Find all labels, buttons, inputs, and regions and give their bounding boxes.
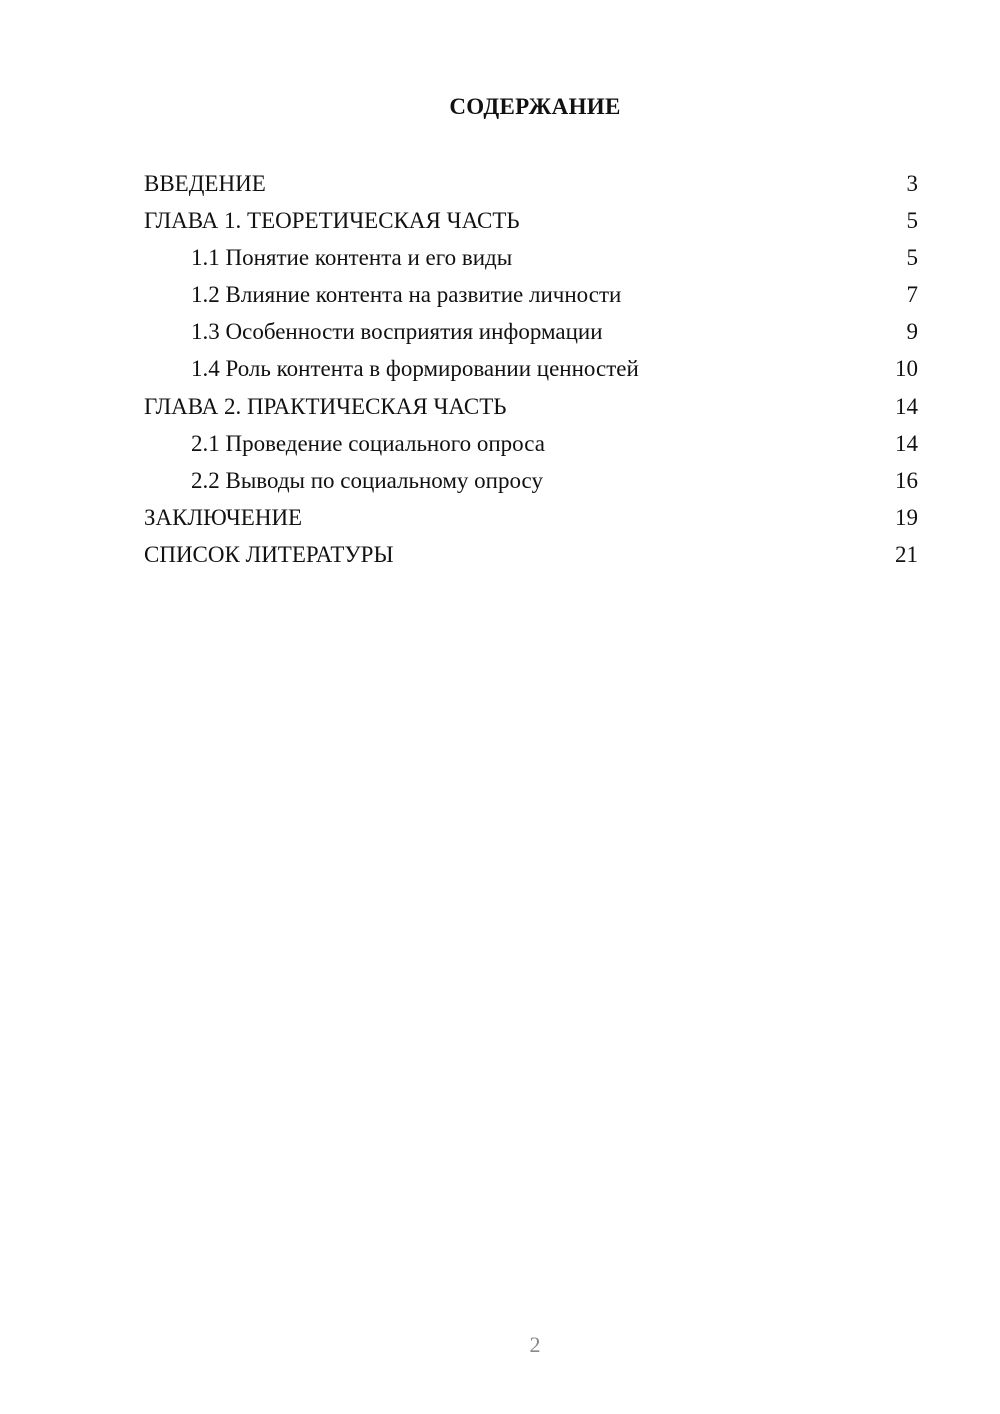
toc-entry-label: СПИСОК ЛИТЕРАТУРЫ — [144, 541, 394, 567]
toc-entry-section-1-4 — [144, 353, 918, 390]
toc-entry-page: 7 — [906, 282, 918, 308]
toc-entry-chapter-1 — [144, 205, 918, 242]
toc-entry-page: 14 — [895, 430, 918, 456]
toc-entry-introduction — [144, 168, 918, 205]
toc-entry-page: 5 — [906, 245, 918, 271]
toc-entry-label: ЗАКЛЮЧЕНИЕ — [144, 504, 303, 530]
toc-entry-label: 1.3 Особенности восприятия информации — [191, 319, 603, 345]
toc-entry-section-1-3 — [144, 316, 918, 353]
toc-entry-page: 3 — [906, 171, 918, 196]
page-number: 2 — [529, 1332, 541, 1357]
toc-entry-page: 21 — [895, 541, 918, 567]
toc-entry-label: ВВЕДЕНИЕ — [144, 171, 266, 196]
toc-entry-label: 1.1 Понятие контента и его виды — [191, 245, 513, 271]
table-of-contents — [144, 168, 918, 576]
toc-entry-label: 1.4 Роль контента в формировании ценностей — [191, 356, 639, 382]
toc-entry-page: 9 — [906, 319, 918, 345]
toc-entry-page: 5 — [906, 208, 918, 234]
toc-entry-label: ГЛАВА 2. ПРАКТИЧЕСКАЯ ЧАСТЬ — [144, 393, 507, 419]
toc-entry-section-2-1 — [144, 428, 918, 465]
toc-entry-section-2-2 — [144, 465, 918, 502]
toc-entry-label: 2.2 Выводы по социальному опросу — [191, 467, 543, 493]
toc-entry-label: 2.1 Проведение социального опроса — [191, 430, 545, 456]
toc-entry-page: 10 — [895, 356, 918, 382]
toc-entry-page: 19 — [895, 504, 918, 530]
toc-entry-references — [144, 539, 918, 576]
toc-entry-page: 14 — [895, 393, 918, 419]
toc-entry-label: ГЛАВА 1. ТЕОРЕТИЧЕСКАЯ ЧАСТЬ — [144, 208, 520, 234]
toc-entry-page: 16 — [895, 467, 918, 493]
page-title: СОДЕРЖАНИЕ — [449, 94, 621, 119]
toc-entry-section-1-1 — [144, 242, 918, 279]
toc-entry-label: 1.2 Влияние контента на развитие личности — [191, 282, 622, 308]
toc-entry-chapter-2 — [144, 391, 918, 428]
toc-entry-section-1-2 — [144, 279, 918, 316]
toc-entry-conclusion — [144, 502, 918, 539]
